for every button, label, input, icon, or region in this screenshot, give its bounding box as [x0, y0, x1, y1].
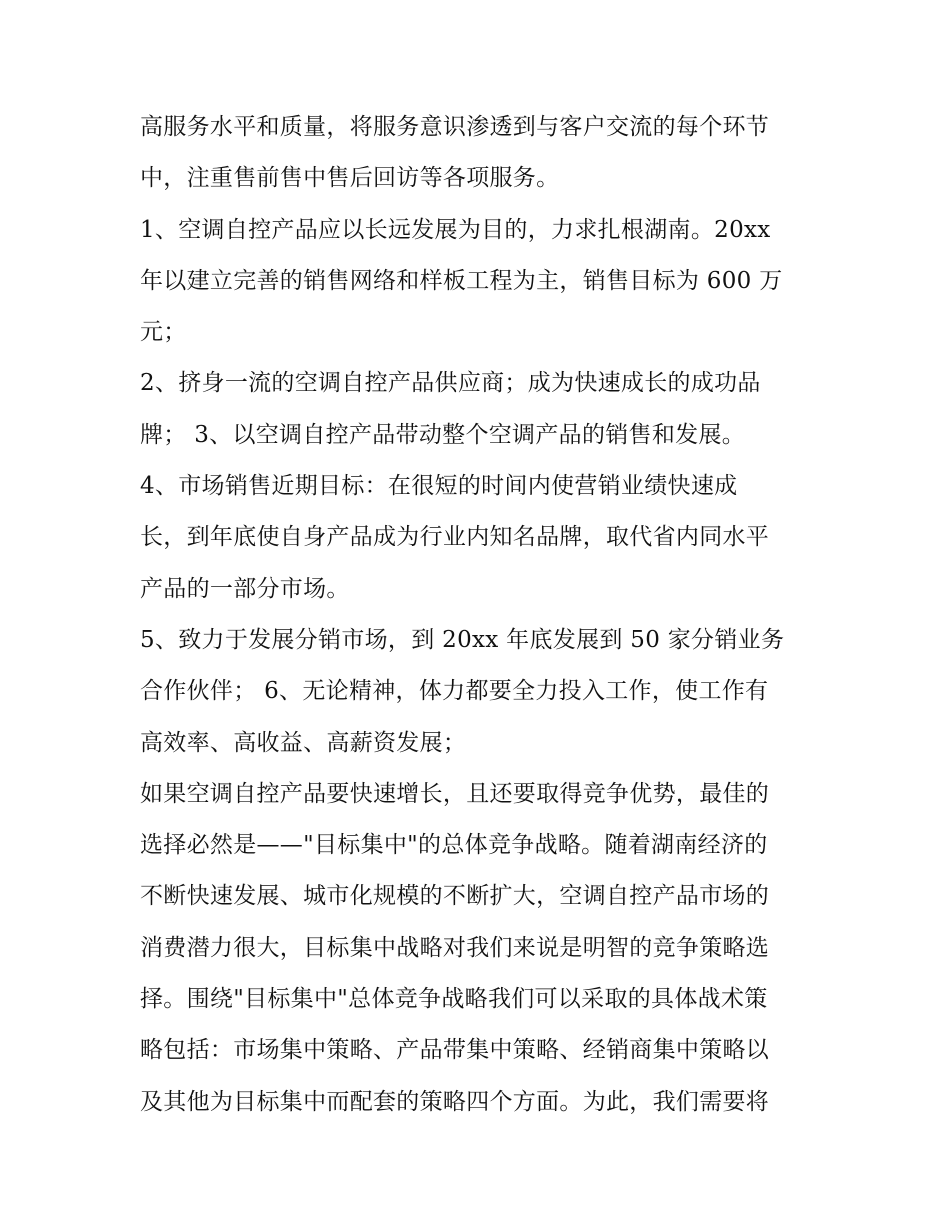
text-line: 5、致力于发展分销市场，到 20xx 年底发展到 50 家分销业务	[140, 626, 785, 653]
text-line: 4、市场销售近期目标：在很短的时间内使营销业绩快速成	[140, 473, 738, 500]
text-line: 合作伙伴； 6、无论精神，体力都要全力投入工作，使工作有	[140, 678, 769, 705]
text-line: 如果空调自控产品要快速增长，且还要取得竞争优势，最佳的	[140, 780, 770, 807]
text-line: 高服务水平和质量，将服务意识渗透到与客户交流的每个环节	[140, 114, 770, 140]
text-line: 元；	[140, 319, 187, 346]
text-line: 选择必然是——"目标集中"的总体竞争战略。随着湖南经济的	[140, 832, 768, 859]
text-line: 1、空调自控产品应以长远发展为目的，力求扎根湖南。20xx	[140, 216, 771, 243]
text-line: 中，注重售前售中售后回访等各项服务。	[140, 165, 560, 192]
body-text	[140, 102, 815, 1128]
text-line: 2、挤身一流的空调自控产品供应商；成为快速成长的成功品	[140, 370, 761, 397]
text-line: 牌； 3、以空调自控产品带动整个空调产品的销售和发展。	[140, 421, 746, 448]
text-line: 择。围绕"目标集中"总体竞争战略我们可以采取的具体战术策	[140, 986, 768, 1013]
text-line: 长，到年底使自身产品成为行业内知名品牌，取代省内同水平	[140, 524, 770, 551]
text-line: 及其他为目标集中而配套的策略四个方面。为此，我们需要将	[140, 1088, 770, 1115]
text-line: 产品的一部分市场。	[140, 575, 350, 602]
text-line: 不断快速发展、城市化规模的不断扩大，空调自控产品市场的	[140, 883, 770, 910]
text-line: 略包括：市场集中策略、产品带集中策略、经销商集中策略以	[140, 1037, 770, 1064]
text-line: 消费潜力很大，目标集中战略对我们来说是明智的竞争策略选	[140, 934, 770, 961]
text-line: 高效率、高收益、高薪资发展；	[140, 729, 467, 756]
text-line: 年以建立完善的销售网络和样板工程为主，销售目标为 600 万	[140, 267, 783, 294]
